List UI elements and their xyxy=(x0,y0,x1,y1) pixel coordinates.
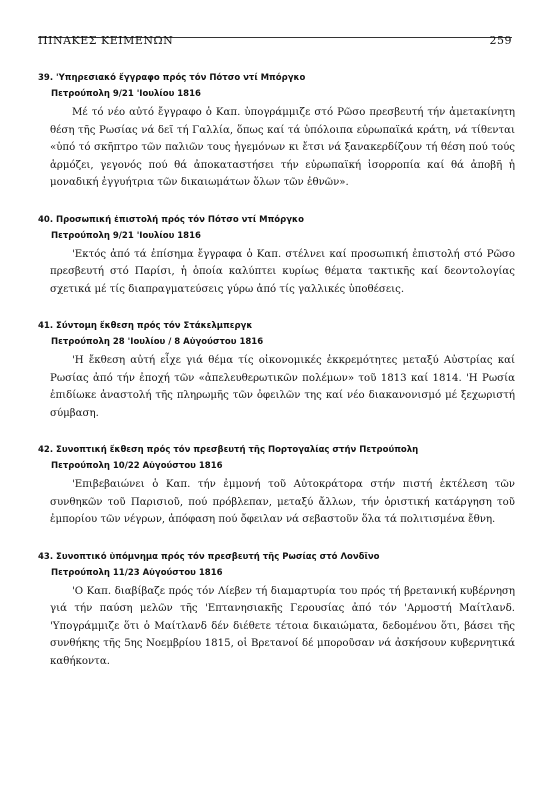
entry-body: 'Ο Καπ. διαβίβαζε πρός τόν Λίεβεν τή διαμαρτυρία του πρός τή βρετανική κυβέρνηση γιά τήν παύση μελῶν τῆς 'Επτανησιακῆς Γερουσίας ἀπό τόν 'Αρμοστή Μαίτλανδ. 'Υπογράμμιζε ὅτι ὁ Μαίτλανδ δέν διέθετε τέτοια δικαιώματα, δεδομένου ὅτι, βάσει τῆς συνθήκης τῆς 5ης Νοεμβρίου 1815, οἱ Βρετανοί δέ μποροῦσαν νά ἀσκήσουν κυβερνητικά καθήκοντα. xyxy=(50,585,515,667)
entry-heading: 41. Σύντομη ἔκθεση πρός τόν Στάκελμπεργκ xyxy=(38,321,253,331)
entry-date: Πετρούπολη 28 'Ιουλίου / 8 Αὐγούστου 1816 xyxy=(51,337,264,347)
entry-body: 'Η ἔκθεση αὐτή εἶχε γιά θέμα τίς οἰκονομικές ἐκκρεμότητες μεταξύ Αὐστρίας καί Ρωσίας ἀπό τήν ἐποχή τῶν «ἀπελευθερωτικῶν πολέμων» τοῦ 1813 καί 1814. 'Η Ρωσία ἐπιδίωκε ἀναστολή τῆς πληρωμῆς τῶν ὀφειλῶν της καί νέο διακανονισμό μέ ξεχωριστή σύμβαση. xyxy=(50,355,515,419)
entries-list xyxy=(38,70,515,690)
entry-date: Πετρούπολη 10/22 Αὐγούστου 1816 xyxy=(51,461,223,471)
entry-date: Πετρούπολη 9/21 'Ιουλίου 1816 xyxy=(51,230,201,241)
entry-39 xyxy=(38,70,515,192)
running-header xyxy=(38,34,512,47)
page-number: 259 xyxy=(489,34,512,47)
entry-heading: 39. 'Υπηρεσιακό ἔγγραφο πρός τόν Πότσο ντί Μπόργκο xyxy=(38,73,306,83)
entry-42 xyxy=(38,442,515,529)
entry-40 xyxy=(38,212,515,299)
entry-heading: 40. Προσωπική ἐπιστολή πρός τόν Πότσο ντί Μπόργκο xyxy=(38,214,304,225)
entry-body: 'Εκτός ἀπό τά ἐπίσημα ἔγγραφα ὁ Καπ. στέλνει καί προσωπική ἐπιστολή στό Ρῶσο πρεσβευτή στό Παρίσι, ἡ ὁποία καλύπτει κυρίως θέματα τακτικῆς καί δεοντολογίας σχετικά μέ τίς διαπραγματεύσεις γύρω ἀπό τίς γαλλικές ὑποθέσεις. xyxy=(50,248,515,295)
entry-body: 'Επιβεβαιώνει ὁ Καπ. τήν ἐμμονή τοῦ Αὐτοκράτορα στήν πιστή ἐκτέλεση τῶν συνθηκῶν τοῦ Παρισιοῦ, πού πρόβλεπαν, μεταξύ ἄλλων, τήν ὁριστική κατάργηση τοῦ ἐμπορίου τῶν νέγρων, ἀπόφαση πού ὄφειλαν νά σεβαστοῦν ὅλα τά πολιτισμένα ἔθνη. xyxy=(50,479,515,525)
running-header-title: ΠΙΝΑΚΕΣ ΚΕΙΜΕΝΩΝ xyxy=(38,34,174,47)
entry-date: Πετρούπολη 11/23 Αὐγούστου 1816 xyxy=(51,567,223,578)
entry-date: Πετρούπολη 9/21 'Ιουλίου 1816 xyxy=(51,89,201,99)
entry-body: Μέ τό νέο αὐτό ἔγγραφο ὁ Καπ. ὑπογράμμιζε στό Ρῶσο πρεσβευτή τήν ἀμετακίνητη θέση τῆς Ρωσίας νά δεῖ τή Γαλλία, ὅπως καί τά ὑπόλοιπα εὐρωπαϊκά κράτη, νά τίθενται «ὑπό τό σκῆπτρο τῶν παλιῶν τους ἡγεμόνων κι ἔτσι νά ξανακερδίζουν τή θέση πού τούς ἁρμόζει, γεγονός πού θά ἀποκαταστήσει τήν εὐρωπαϊκή ἰσορροπία καί θά ἀποβῆ ἡ μοναδική ἐγγυήτρια τῶν δικαιωμάτων ὅλων τῶν ἐθνῶν». xyxy=(50,107,515,188)
entry-41 xyxy=(38,318,515,422)
entry-heading: 43. Συνοπτικό ὑπόμνημα πρός τόν πρεσβευτή τῆς Ρωσίας στό Λονδῖνο xyxy=(38,551,380,562)
entry-heading: 42. Συνοπτική ἔκθεση πρός τόν πρεσβευτή τῆς Πορτογαλίας στήν Πετρούπολη xyxy=(38,445,419,455)
entry-43 xyxy=(38,549,515,671)
